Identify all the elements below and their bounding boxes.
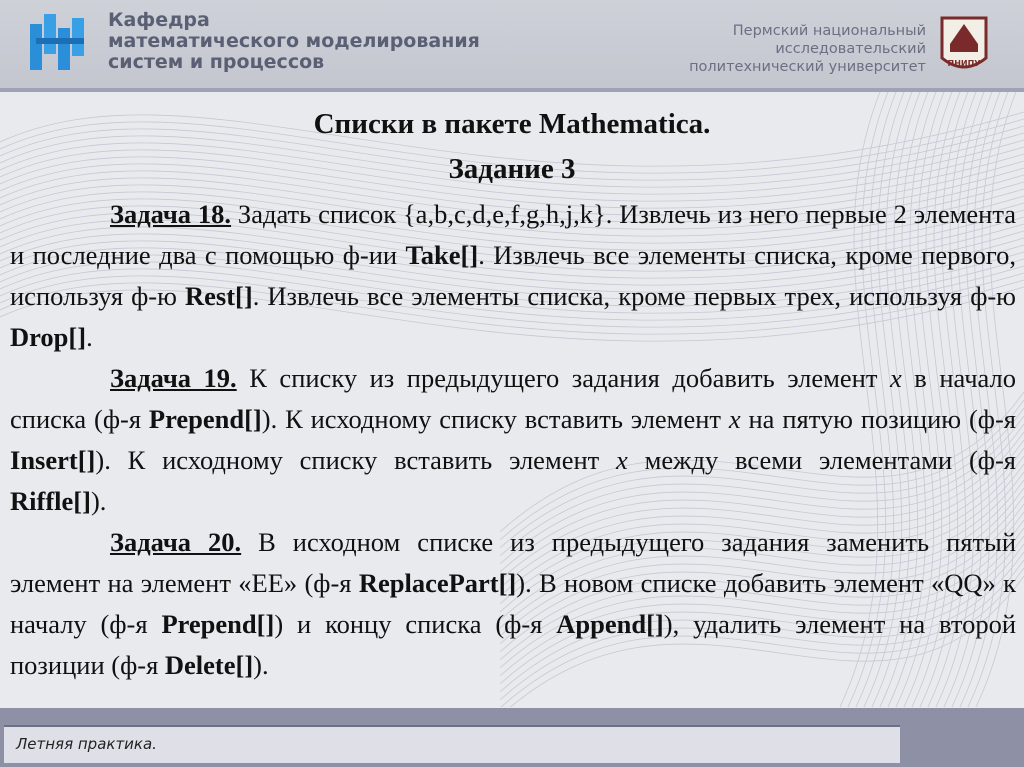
task-20-text: ).	[253, 650, 269, 680]
task-18-label: Задача 18.	[110, 199, 232, 229]
task-20-text: ), удалить элемент на второй позиции (ф-я	[10, 609, 1016, 680]
slide-body	[10, 194, 1016, 686]
university-emblem-icon	[938, 14, 990, 78]
slide-subtitle: Задание 3	[448, 153, 576, 185]
task-18-text: . Извлечь все элементы списка, кроме первого, используя ф-ю	[10, 240, 1016, 311]
task-20-paragraph	[10, 522, 1016, 686]
task-20-text: ). В новом списке добавить элемент «QQ» к началу (ф-я	[10, 568, 1016, 639]
university-name	[606, 22, 926, 76]
variable-x: x	[616, 445, 628, 475]
variable-x: x	[728, 404, 741, 434]
function-take: Take[]	[405, 240, 479, 270]
university-emblem-text: ПНИПУ	[947, 59, 981, 68]
footer-box	[4, 725, 900, 763]
department-line1: Кафедра	[108, 9, 210, 31]
task-19-label: Задача 19.	[110, 363, 237, 393]
department-logo-icon	[28, 10, 90, 74]
task-19-paragraph	[10, 358, 1016, 522]
variable-x: x	[889, 363, 902, 393]
task-19-text: ). К исходному списку вставить элемент	[95, 445, 617, 475]
function-replacepart: ReplacePart[]	[358, 568, 517, 598]
task-19-text: ). К исходному списку вставить элемент	[261, 404, 729, 434]
task-20-text: ) и концу списка (ф-я	[274, 609, 557, 639]
task-18-text: . Извлечь все элементы списка, кроме первых трех, используя ф-ю	[252, 281, 1016, 311]
function-prepend: Prepend[]	[161, 609, 275, 639]
task-20-label: Задача 20.	[110, 527, 242, 557]
task-19-text: между всеми элементами (ф-я	[627, 445, 1016, 475]
task-19-text: ).	[90, 486, 107, 516]
task-19-text: К списку из предыдущего задания добавить элемент	[236, 363, 890, 393]
slide-title: Списки в пакете Mathematica.	[313, 108, 711, 140]
department-line3: систем и процессов	[108, 51, 325, 73]
function-append: Append[]	[556, 609, 664, 639]
footer-text: Летняя практика.	[16, 735, 157, 753]
task-19-text: на пятую позицию (ф-я	[740, 404, 1016, 434]
university-line1: Пермский национальный	[732, 23, 926, 39]
university-line2: исследовательский	[775, 41, 926, 57]
function-delete: Delete[]	[164, 650, 254, 680]
function-riffle: Riffle[]	[10, 486, 91, 516]
function-prepend: Prepend[]	[148, 404, 262, 434]
department-name	[108, 10, 548, 73]
task-19-text: в начало списка (ф-я	[10, 363, 1016, 434]
function-insert: Insert[]	[10, 445, 96, 475]
department-line2: математического моделирования	[108, 30, 480, 52]
task-20-text: В исходном списке из предыдущего задания заменить пятый элемент на элемент «EE» (ф-я	[10, 527, 1017, 598]
function-drop: Drop[]	[10, 322, 87, 352]
task-18-text: .	[86, 322, 93, 352]
task-18-text: Задать список {a,b,c,d,e,f,g,h,j,k}. Извлечь из него первые 2 элемента и последние два с помощью ф-ии	[10, 199, 1017, 270]
task-18-paragraph	[10, 194, 1016, 358]
function-rest: Rest[]	[185, 281, 253, 311]
university-line3: политехнический университет	[689, 59, 926, 75]
